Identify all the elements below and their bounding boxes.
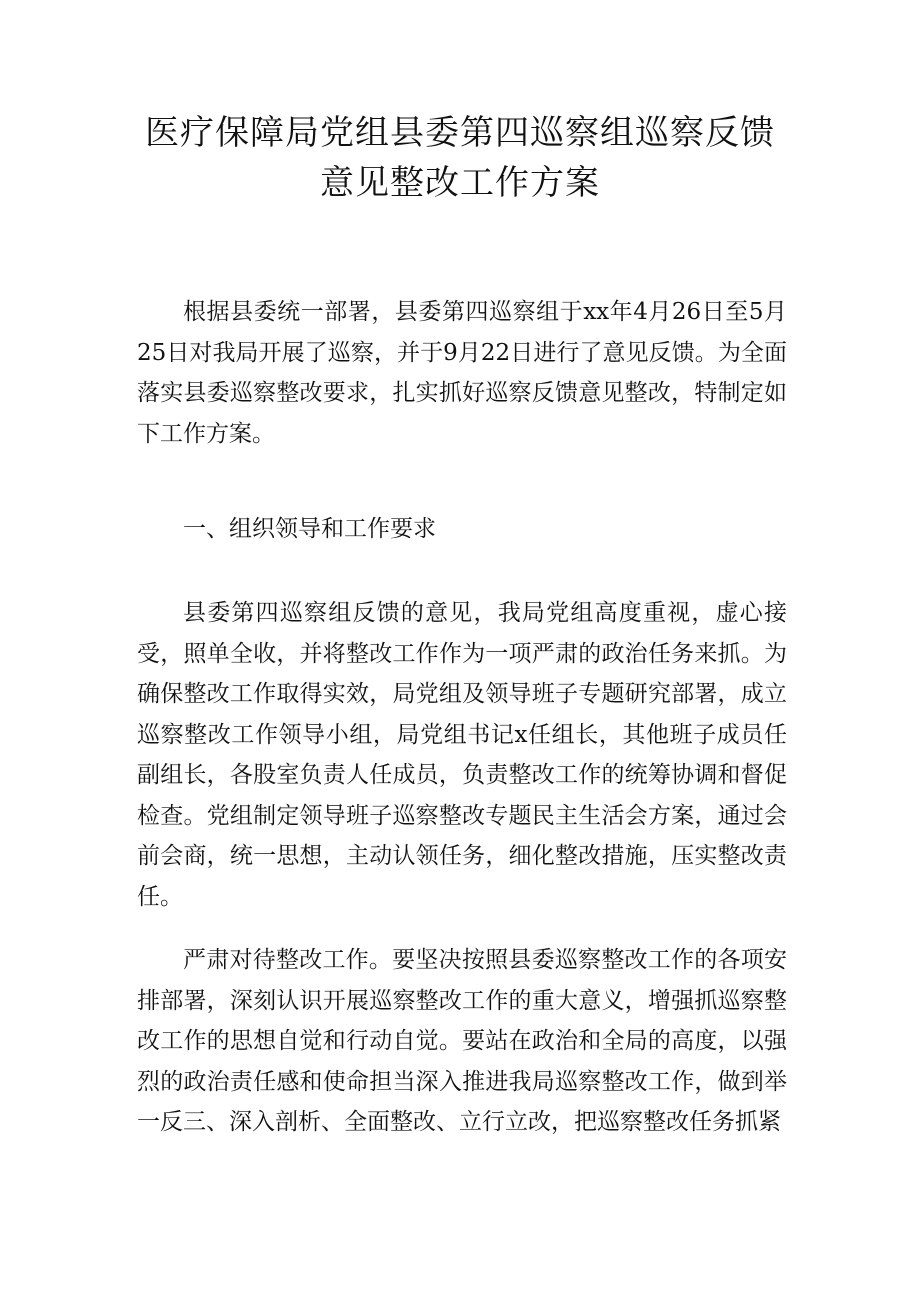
paragraph-intro: 根据县委统一部署，县委第四巡察组于xx年4月26日至5月25日对我局开展了巡察，并于9月22日进行了意见反馈。为全面落实县委巡察整改要求，扎实抓好巡察反馈意见整改，特制定如下工作方案。	[137, 299, 787, 447]
document-title	[0, 108, 920, 208]
paragraph-leadership: 县委第四巡察组反馈的意见，我局党组高度重视，虚心接受，照单全收，并将整改工作作为一项严肃的政治任务来抓。为确保整改工作取得实效，局党组及领导班子专题研究部署，成立巡察整改工作领导小组，局党组书记x任组长，其他班子成员任副组长，各股室负责人任成员，负责整改工作的统筹协调和督促检查。党组制定领导班子巡察整改专题民主生活会方案，通过会前会商，统一思想，主动认领任务，细化整改措施，压实整改责任。	[137, 600, 787, 910]
section-heading-1: 一、组织领导和工作要求	[183, 516, 436, 542]
title-line-2: 意见整改工作方案	[320, 163, 600, 203]
title-line-1: 医疗保障局党组县委第四巡察组巡察反馈	[145, 113, 775, 153]
paragraph-rectification: 严肃对待整改工作。要坚决按照县委巡察整改工作的各项安排部署，深刻认识开展巡察整改工作的重大意义，增强抓巡察整改工作的思想自觉和行动自觉。要站在政治和全局的高度，以强烈的政治责任感和使命担当深入推进我局巡察整改工作，做到举一反三、深入剖析、全面整改、立行立改，把巡察整改任务抓紧	[137, 947, 787, 1135]
